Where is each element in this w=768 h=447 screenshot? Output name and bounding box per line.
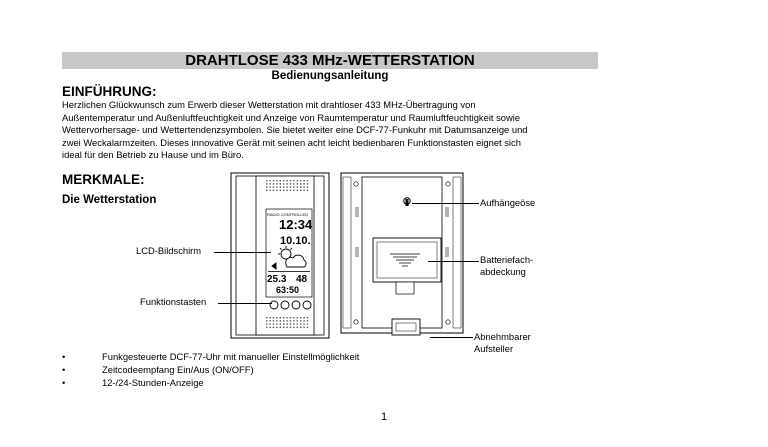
bullet-icon: • — [62, 351, 66, 362]
lcd-indoor-humidity: 48 — [296, 274, 308, 285]
intro-line: ideal für den Betrieb zu Hause und im Büro. — [62, 149, 244, 161]
intro-line: zwei Weckalarmzeiten. Dieses innovative Gerät mit seinen acht leicht bedienbaren Funktionstasten eignet sich — [62, 136, 521, 148]
callout-stand-line2: Aufsteller — [474, 343, 514, 354]
station-front-illustration — [230, 172, 330, 340]
bullet-icon: • — [62, 364, 66, 375]
callout-battery-line — [428, 261, 479, 262]
list-item: • Funkgesteuerte DCF-77-Uhr mit manueller Einstellmöglichkeit — [62, 351, 360, 362]
page-number: 1 — [380, 411, 388, 423]
intro-line: Herzlichen Glückwunsch zum Erwerb dieser Wetterstation mit drahtloser 433 MHz-Übertragung von — [62, 99, 476, 110]
feature-list — [62, 350, 359, 389]
document-subtitle: Bedienungsanleitung — [271, 70, 389, 82]
callout-stand-line1: Abnehmbarer — [474, 331, 531, 342]
features-heading: MERKMALE: — [62, 172, 145, 187]
callout-battery-line1: Batteriefach- — [480, 254, 534, 265]
callout-buttons-line — [218, 303, 272, 304]
callout-battery-line2: abdeckung — [480, 266, 526, 277]
callout-buttons: Funktionstasten — [140, 296, 207, 307]
station-back-illustration — [340, 172, 464, 340]
station-heading: Die Wetterstation — [62, 194, 157, 206]
list-item: • Zeitcodeempfang Ein/Aus (ON/OFF) — [62, 364, 254, 375]
callout-stand-line — [430, 337, 473, 338]
intro-line: Außentemperatur und Außenluftfeuchtigkeit und Anzeige von Raumtemperatur und Raumluftfeuchtigkeit sowie — [62, 111, 521, 123]
bullet-icon: • — [62, 377, 66, 388]
callout-battery — [480, 254, 533, 278]
callout-stand — [474, 331, 531, 355]
callout-hanger: Aufhängeöse — [480, 197, 536, 208]
document-title: DRAHTLOSE 433 MHz-WETTERSTATION — [62, 52, 598, 69]
intro-line: Wettervorhersage- und Wettertendenzsymbolen. Sie bietet weiter eine DCF-77-Funkuhr mit Datumsanzeige und — [62, 124, 528, 136]
lcd-outdoor: 63:50 — [276, 285, 300, 295]
intro-paragraph — [62, 99, 602, 162]
lcd-header-text: RADIO CONTROLLED — [267, 212, 309, 217]
lcd-indoor-temp: 25.3 — [267, 274, 287, 285]
intro-heading: EINFÜHRUNG: — [62, 84, 157, 99]
callout-lcd-line — [214, 252, 271, 253]
callout-lcd: LCD-Bildschirm — [136, 245, 202, 256]
callout-hanger-line — [412, 203, 479, 204]
lcd-time: 12:34 — [279, 217, 313, 232]
lcd-date: 10.10. — [280, 235, 311, 247]
list-item: • 12-/24-Stunden-Anzeige — [62, 377, 204, 388]
